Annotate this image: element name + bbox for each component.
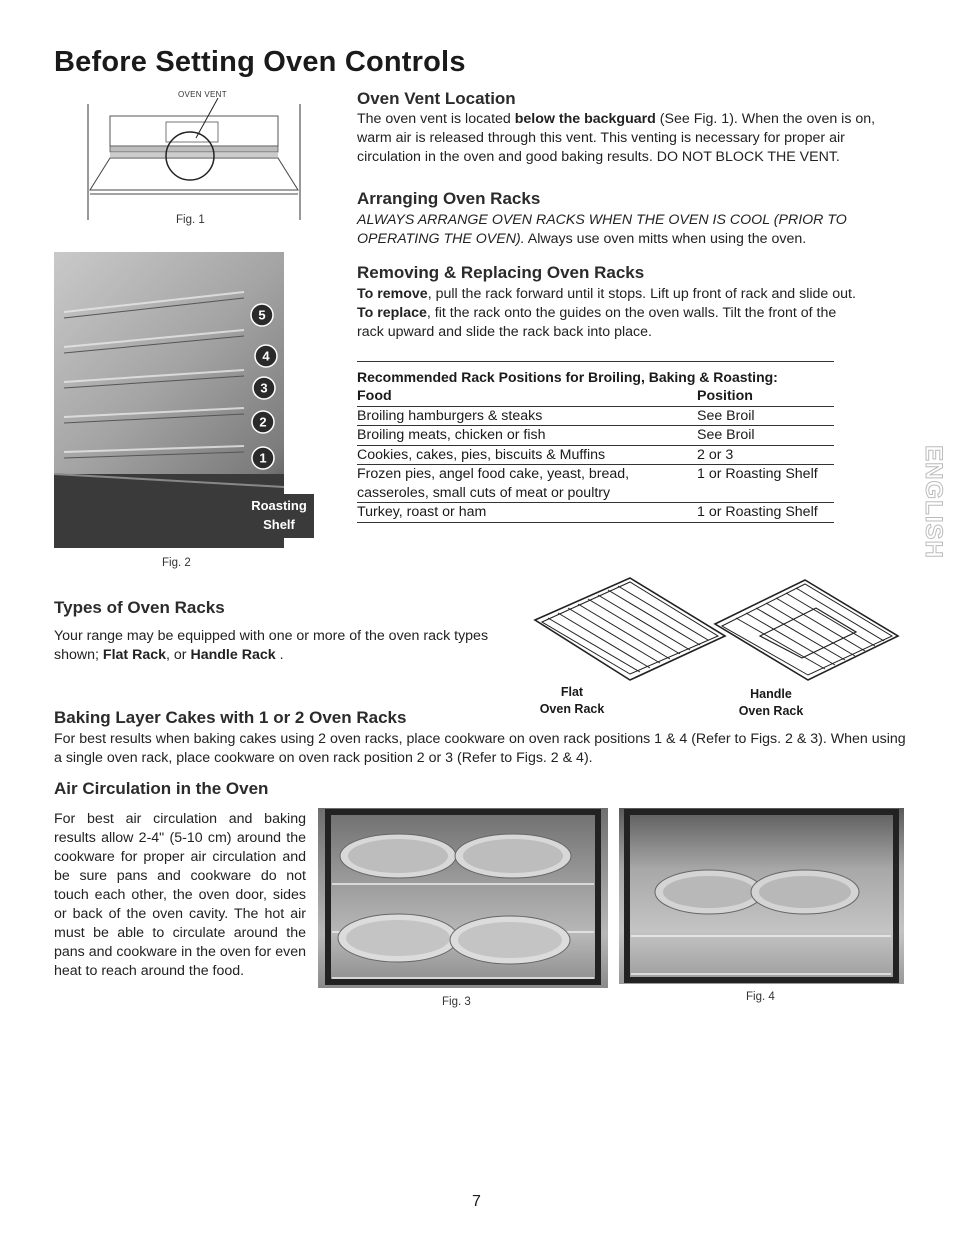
oven-vent-text: The oven vent is located below the backguard (See Fig. 1). When the oven is on, warm air is released through this vent. This venting is necessary for proper air circulation in the oven and good baking results. DO NOT BLOCK THE VENT. — [357, 111, 876, 165]
fig4-caption: Fig. 4 — [746, 991, 775, 1003]
rack-positions-table — [357, 361, 834, 523]
removing-heading: Removing & Replacing Oven Racks — [357, 263, 645, 282]
food-cell: Broiling hamburgers & steaks — [357, 407, 543, 424]
oven-rack-illustrations — [520, 572, 910, 692]
types-text: Your range may be equipped with one or more of the oven rack types shown; Flat Rack, or Handle Rack . — [54, 628, 489, 663]
baking-text: For best results when baking cakes using 2 oven racks, place cookware on oven rack positions 1 & 4 (Refer to Figs. 2 & 3). When using a single oven rack, place cookware on oven rack position 2 or 3 (Refer to Figs. 2 & 4). — [54, 731, 906, 766]
fig3-photo — [318, 808, 608, 988]
air-heading: Air Circulation in the Oven — [54, 779, 269, 798]
fig1-vent-diagram — [84, 98, 304, 220]
fig4-photo — [619, 808, 904, 984]
rack-badge-5 — [250, 303, 274, 332]
food-cell: Broiling meats, chicken or fish — [357, 427, 546, 443]
arranging-text: ALWAYS ARRANGE OVEN RACKS WHEN THE OVEN IS COOL (PRIOR TO OPERATING THE OVEN). Always use oven mitts when using the oven. — [357, 212, 847, 247]
food-cell: Frozen pies, angel food cake, yeast, bread, casseroles, small cuts of meat or poultry — [357, 466, 630, 501]
baking-heading: Baking Layer Cakes with 1 or 2 Oven Racks — [54, 708, 407, 727]
air-text: For best air circulation and baking results allow 2-4" (5-10 cm) around the cookware for proper air circulation and be sure pans and cookware do not touch each other, the oven door, sides or back of the oven cavity. The hot air must be able to circulate around the pans and cookware in the oven for even heat to reach around the food. — [54, 811, 306, 979]
rack-badge-1 — [251, 446, 275, 475]
food-cell: Turkey, roast or ham — [357, 504, 487, 520]
oven-vent-heading: Oven Vent Location — [357, 89, 516, 108]
fig3-caption: Fig. 3 — [442, 996, 471, 1008]
position-cell: 2 or 3 — [697, 446, 734, 463]
oven-vent-label: OVEN VENT — [178, 90, 227, 99]
english-side-tab: ENGLISH — [920, 445, 947, 559]
table-row — [357, 407, 834, 427]
table-row — [357, 465, 834, 503]
position-cell: 1 or Roasting Shelf — [697, 466, 818, 482]
col-food-header: Food — [357, 388, 392, 404]
rack-number-2: 2 — [259, 414, 267, 430]
rack-number-3: 3 — [260, 380, 268, 396]
arranging-heading: Arranging Oven Racks — [357, 189, 541, 208]
rack-table-title: Recommended Rack Positions for Broiling, Baking & Roasting: — [357, 369, 778, 385]
table-row — [357, 503, 834, 523]
position-cell: See Broil — [697, 407, 755, 424]
removing-text: To remove, pull the rack forward until it stops. Lift up front of rack and slide out. To replace, fit the rack onto the guides on the oven walls. Tilt the front of the rack upward and slide the rack back into place. — [357, 286, 856, 340]
col-position-header: Position — [697, 388, 753, 404]
types-heading: Types of Oven Racks — [54, 598, 225, 617]
rack-number-1: 1 — [259, 450, 267, 466]
table-header-row — [357, 387, 834, 407]
page-number: 7 — [472, 1193, 481, 1210]
handle-rack-label: Handle Oven Rack — [738, 687, 804, 718]
table-row — [357, 446, 834, 466]
position-cell: 1 or Roasting Shelf — [697, 504, 818, 520]
rack-number-5: 5 — [258, 307, 266, 323]
page-title: Before Setting Oven Controls — [54, 46, 466, 78]
roasting-shelf-label: Roasting Shelf — [244, 494, 314, 538]
flat-rack-drawing — [535, 578, 725, 680]
rack-badge-3 — [252, 376, 276, 405]
food-cell: Cookies, cakes, pies, biscuits & Muffins — [357, 446, 606, 463]
flat-rack-label: Flat Oven Rack — [539, 685, 605, 716]
fig1-caption: Fig. 1 — [176, 214, 205, 226]
position-cell: See Broil — [697, 427, 755, 443]
rack-badge-2 — [251, 410, 275, 439]
rack-badge-4 — [254, 344, 278, 373]
fig2-caption: Fig. 2 — [162, 557, 191, 569]
handle-rack-drawing — [715, 580, 898, 680]
table-row — [357, 426, 834, 446]
rack-number-4: 4 — [262, 348, 270, 364]
